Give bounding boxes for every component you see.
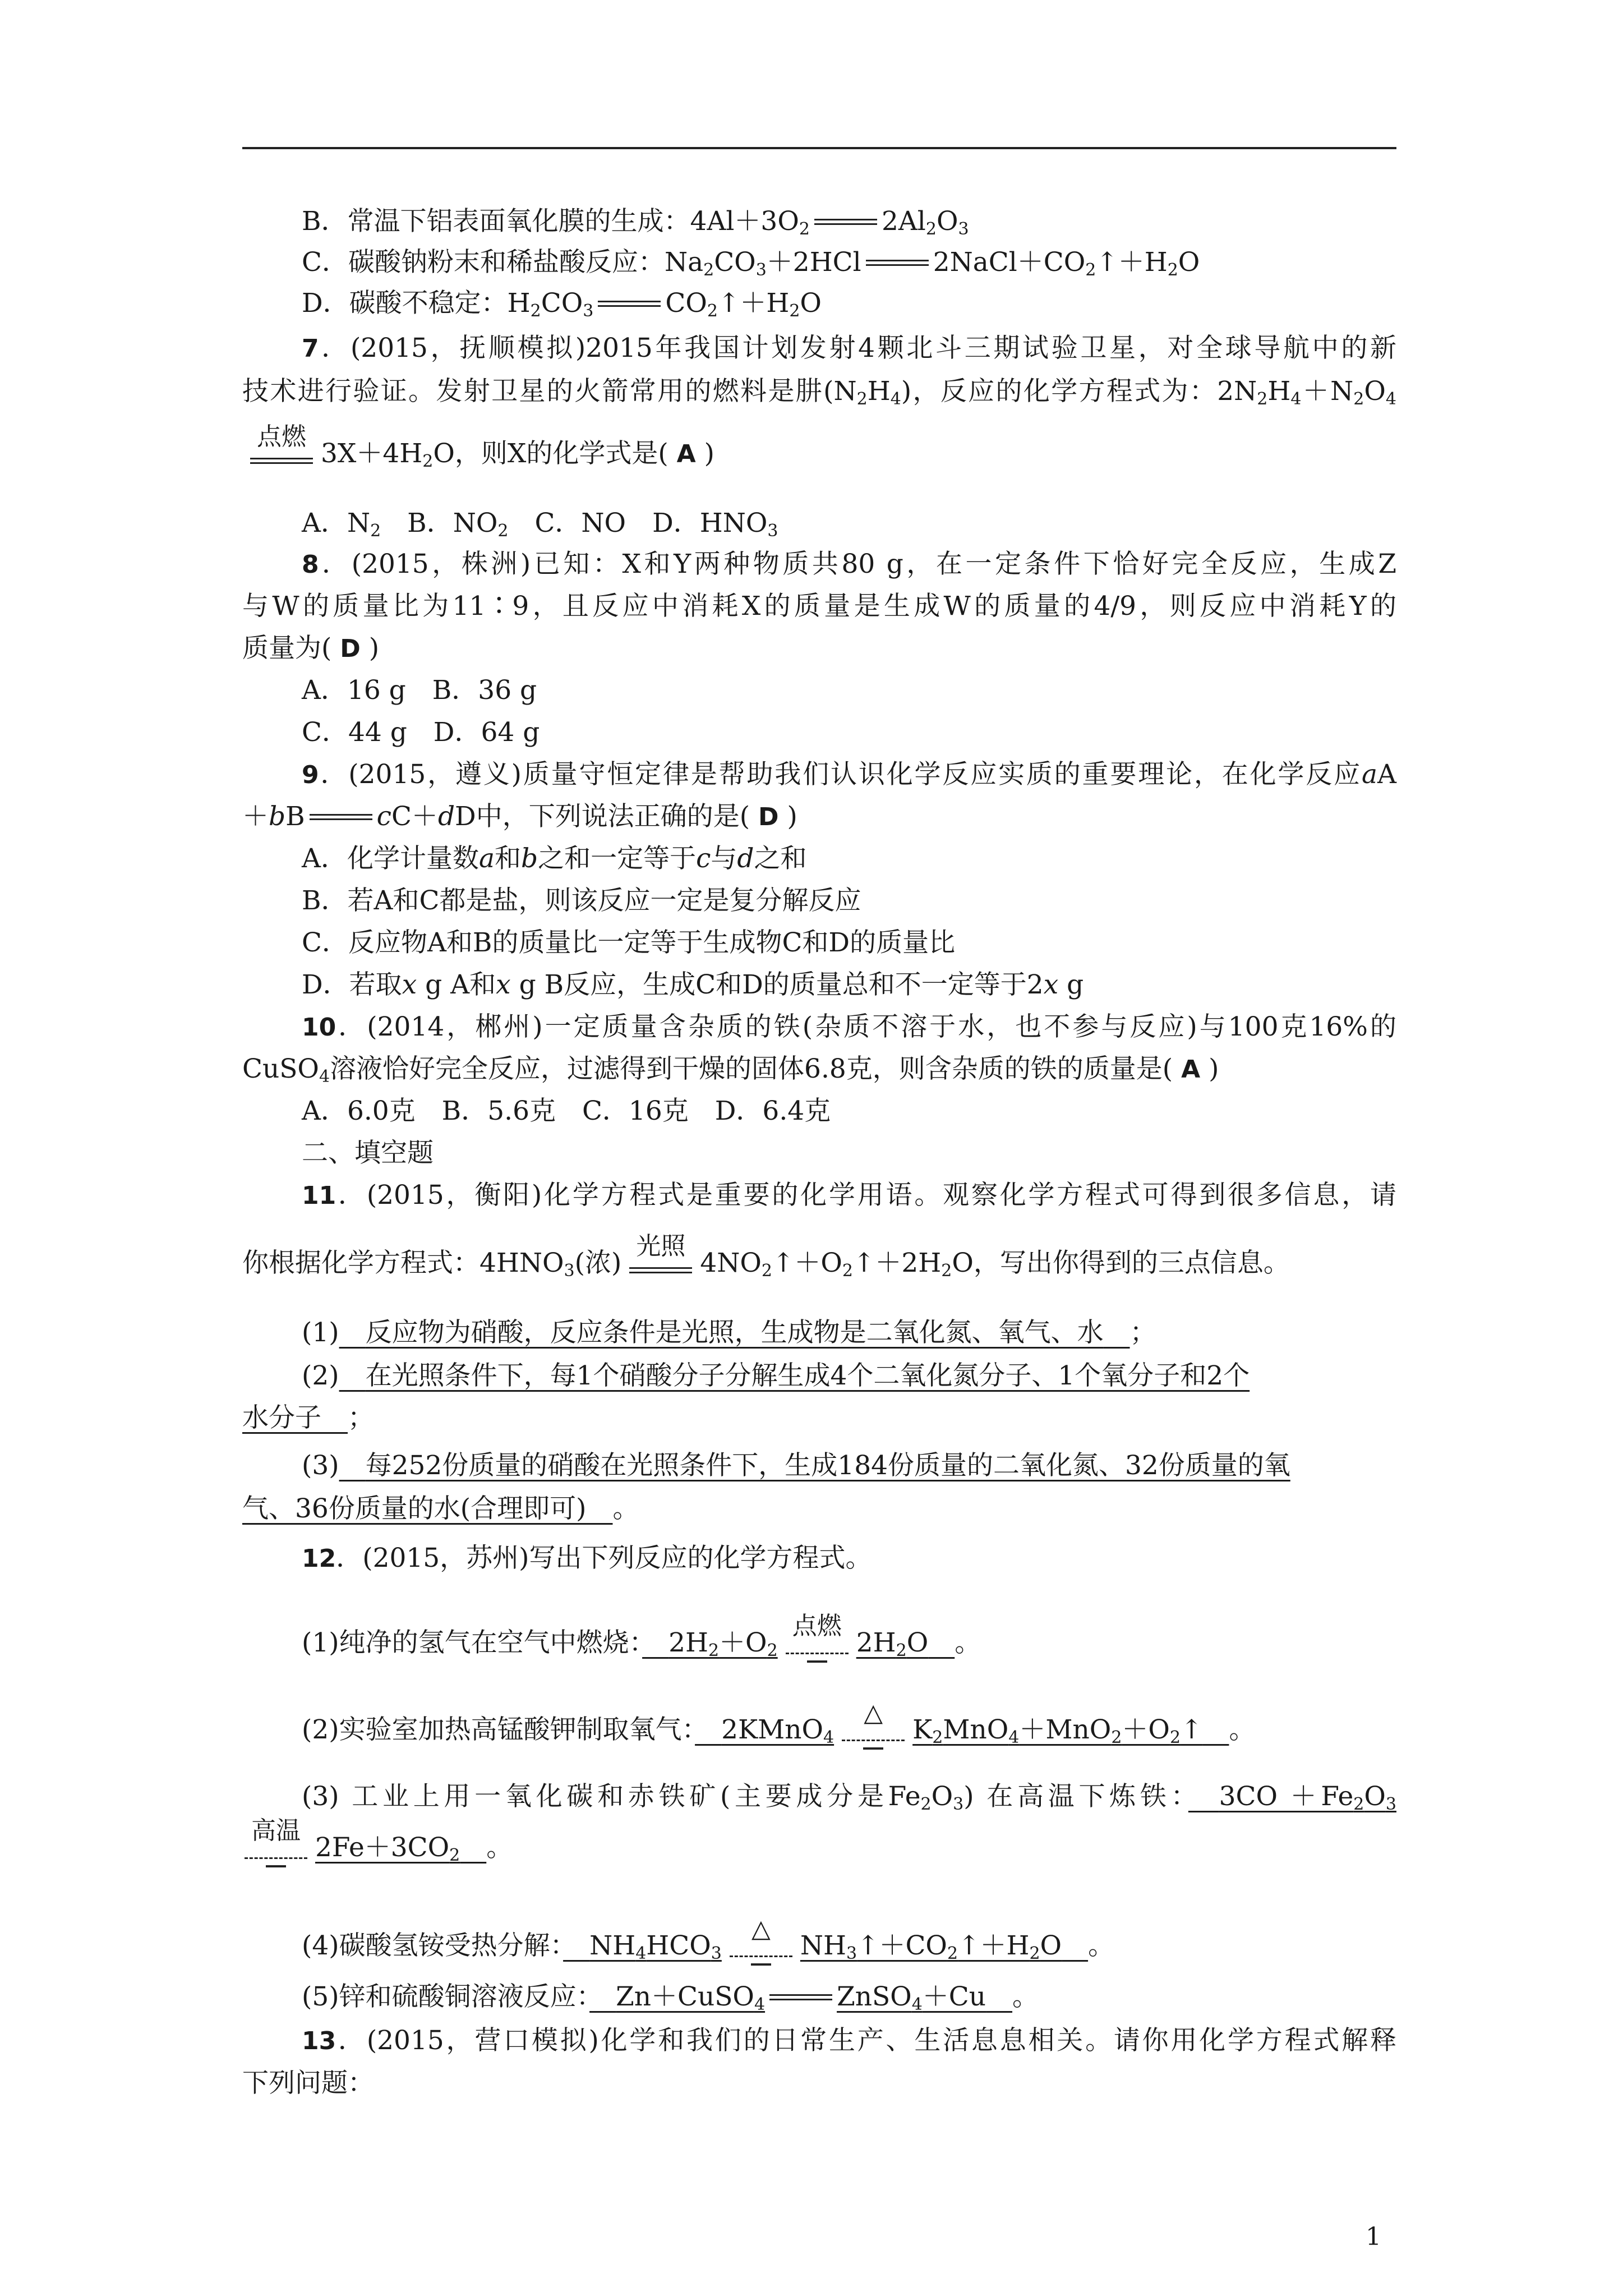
q12-part-4: (4)碳酸氢铵受热分解： $NH_4HCO_3$ △ $NH_3↑+CO_2↑+H_2O$ 。 <box>302 1918 1396 1967</box>
q13-line1: 13．(2015，营口模拟)化学和我们的日常生产、生活息息相关。请你用化学方程式解释 <box>302 2025 1396 2056</box>
answer-blank: $3CO +Fe_2O_3$ <box>1219 1781 1396 1814</box>
equals-sign-icon <box>598 294 661 316</box>
equals-sign-icon <box>769 1987 832 2010</box>
answer-blank: 2KMnO$_4$ <box>721 1714 834 1747</box>
q13-line2: 下列问题： <box>242 2068 374 2099</box>
answer-blank: 气、36份质量的水(合理即可) <box>242 1493 587 1524</box>
heat-triangle-icon: △ <box>751 1915 771 1943</box>
header-rule <box>242 147 1396 149</box>
q10-options: A．6.0克 B．5.6克 C．16克 D．6.4克 <box>302 1096 831 1126</box>
heat-triangle-icon: △ <box>864 1699 883 1727</box>
q7-line2: 技术进行验证。发射卫星的火箭常用的燃料是肼$(N_2H_4)$，反应的化学方程式为：$2N_2H_4+N_2O_4$ <box>242 376 1396 409</box>
q8-options-1: A．16 g B．36 g <box>302 675 537 706</box>
q8-line2: 与W的质量比为11∶9，且反应中消耗X的质量是生成W的质量的4/9，则反应中消耗Y的 <box>242 591 1396 622</box>
answer: A <box>676 440 696 468</box>
reaction-condition-arrow: 高温 <box>242 1820 310 1865</box>
q9-line1: 9．(2015，遵义)质量守恒定律是帮助我们认识化学反应实质的重要理论，在化学反应aA <box>302 759 1396 790</box>
equals-sign-icon <box>866 253 929 275</box>
answer-blank: 水分子 <box>242 1402 321 1433</box>
q9-line2: ＋bB cC＋dD中，下列说法正确的是( D ) <box>242 801 797 832</box>
q12-part-3-cont: 高温 $2Fe+3CO_2$ 。 <box>237 1820 1391 1869</box>
answer-blank: $NH_3↑+CO_2↑+H_2O$ <box>800 1930 1062 1963</box>
q11-answer-2-cont: 水分子 ； <box>242 1402 374 1433</box>
q11-answer-3-cont: 气、36份质量的水(合理即可) 。 <box>242 1493 639 1524</box>
q11-line2: 你根据化学方程式：$4HNO_3$(浓) 光照 $4NO_2↑+O_2↑+2H_2O$，写出你得到的三点信息。 <box>242 1232 1290 1281</box>
q9-option-d: D．若取x g A和x g B反应，生成C和D的质量总和不一定等于2x g <box>302 969 1084 1000</box>
answer-blank: $2H_2+O_2$ <box>668 1627 778 1660</box>
answer: A <box>1181 1055 1201 1084</box>
heat-condition-arrow <box>727 1915 795 1963</box>
answer-blank: 反应物为硝酸，反应条件是光照，生成物是二氧化氮、氧气、水 <box>365 1317 1104 1348</box>
q6-option-c: C．碳酸钠粉末和稀盐酸反应：$Na_2CO_3+2HCl$ $2NaCl+CO_2↑+H_2O$ <box>302 247 1200 280</box>
q8-options-2: C．44 g D．64 g <box>302 717 540 748</box>
reaction-condition-arrow: 点燃 <box>248 426 315 471</box>
answer-blank: $2H_2O$ <box>856 1627 929 1660</box>
q10-line1: 10．(2014，郴州)一定质量含杂质的铁(杂质不溶于水，也不参与反应)与100克16%的 <box>302 1011 1396 1042</box>
answer-blank: Zn＋CuSO$_4$ ZnSO$_4$＋Cu <box>616 1981 986 2014</box>
answer-blank: 每252份质量的硝酸在光照条件下，生成184份质量的二氧化氮、32份质量的氧 <box>365 1450 1290 1481</box>
answer-blank: 在光照条件下，每1个硝酸分子分解生成4个二氧化氮分子、1个氧分子和2个 <box>365 1360 1250 1391</box>
q12-line1: 12．(2015，苏州)写出下列反应的化学方程式。 <box>302 1543 872 1573</box>
q8-line1: 8．(2015，株洲)已知：X和Y两种物质共80 g，在一定条件下恰好完全反应，生成Z <box>302 549 1396 579</box>
q11-answer-3: (3) 每252份质量的硝酸在光照条件下，生成184份质量的二氧化氮、32份质量的氧 <box>302 1450 1290 1481</box>
answer: D <box>340 634 361 663</box>
q9-option-c: C．反应物A和B的质量比一定等于生成物C和D的质量比 <box>302 927 956 958</box>
answer-blank: $NH_4HCO_3$ <box>589 1930 722 1963</box>
q12-part-5: (5)锌和硫酸铜溶液反应： Zn＋CuSO$_4$ ZnSO$_4$＋Cu 。 <box>302 1981 1039 2014</box>
q7-line1: 7．(2015，抚顺模拟)2015年我国计划发射4颗北斗三期试验卫星，对全球导航中的新 <box>302 333 1396 364</box>
page-number: 1 <box>1366 2223 1381 2251</box>
q12-part-1: (1)纯净的氢气在空气中燃烧： $2H_2+O_2$ 点燃 $2H_2O$ 。 <box>302 1616 1396 1664</box>
answer-blank: $K_2MnO_4+MnO_2+O_2↑$ <box>912 1714 1203 1747</box>
q12-part-2: (2)实验室加热高锰酸钾制取氧气： 2KMnO$_4$ △ $K_2MnO_4+MnO_2+O_2↑$ 。 <box>302 1703 1396 1751</box>
q10-line2: CuSO$_4$溶液恰好完全反应，过滤得到干燥的固体6.8克，则含杂质的铁的质量是( A ) <box>242 1053 1219 1087</box>
q6-option-d: D．碳酸不稳定：$H_2CO_3$ $CO_2↑+H_2O$ <box>302 288 822 321</box>
q11-answer-2: (2) 在光照条件下，每1个硝酸分子分解生成4个二氧化氮分子、1个氧分子和2个 <box>302 1360 1250 1391</box>
q9-option-b: B．若A和C都是盐，则该反应一定是复分解反应 <box>302 885 861 916</box>
reaction-condition-arrow: 点燃 <box>783 1616 851 1660</box>
heat-condition-arrow <box>840 1699 907 1747</box>
q11-answer-1: (1) 反应物为硝酸，反应条件是光照，生成物是二氧化氮、氧气、水 ； <box>302 1317 1156 1348</box>
q6-option-b: B．常温下铝表面氧化膜的生成：$4Al+3O_2$ $2Al_2O_3$ <box>302 206 969 239</box>
q8-line3: 质量为( D ) <box>242 633 380 664</box>
answer-blank: $2Fe+3CO_2$ <box>315 1832 460 1865</box>
equals-sign-icon <box>310 807 372 830</box>
answer: D <box>758 803 779 831</box>
q7-options: A．$N_2$ B．$NO_2$ C．NO D．$HNO_3$ <box>302 508 778 541</box>
q9-option-a: A．化学计量数a和b之和一定等于c与d之和 <box>302 843 807 874</box>
q7-line3: 点燃 $3X+4H_2O$，则X的化学式是( A ) <box>242 426 1396 476</box>
q12-part-3: (3) 工业上用一氧化碳和赤铁矿(主要成分是$Fe_2O_3$) 在高温下炼铁： $3CO +Fe_2O_3$ <box>302 1781 1396 1814</box>
equals-sign-icon <box>814 212 877 234</box>
reaction-condition-arrow: 光照 <box>627 1236 694 1281</box>
section-heading: 二、填空题 <box>302 1138 434 1168</box>
q11-line1: 11．(2015，衡阳)化学方程式是重要的化学用语。观察化学方程式可得到很多信息，请 <box>302 1180 1396 1211</box>
